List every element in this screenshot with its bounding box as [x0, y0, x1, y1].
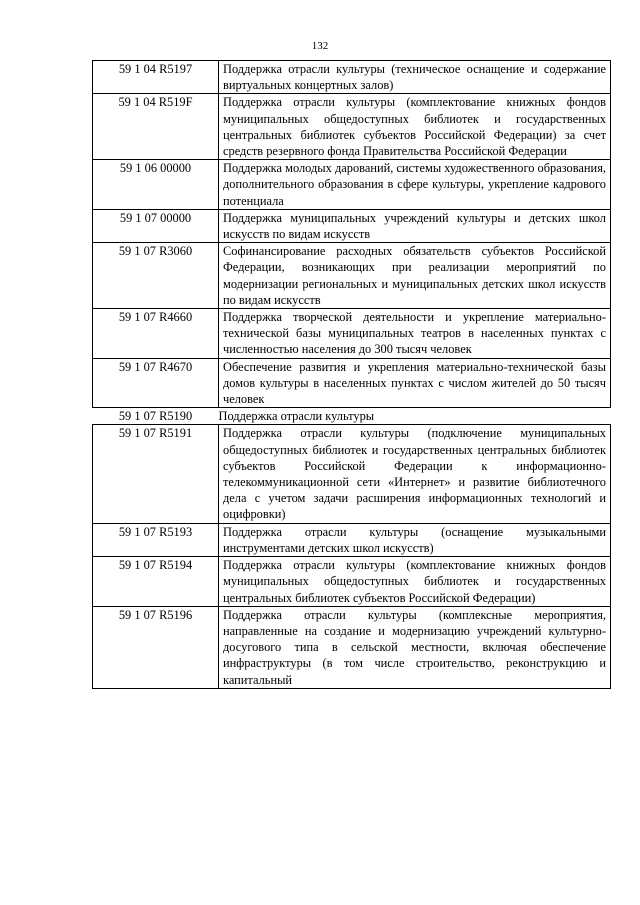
description-cell: Поддержка отрасли культуры: [219, 408, 611, 425]
code-cell: 59 1 07 R5190: [93, 408, 219, 425]
table-row: [93, 557, 611, 607]
table-row: [93, 606, 611, 688]
code-cell: 59 1 07 R5196: [93, 606, 219, 688]
page-number: 132: [311, 40, 329, 52]
code-cell: 59 1 07 R5193: [93, 523, 219, 556]
description-cell: Поддержка отрасли культуры (техническое оснащение и содержание виртуальных концертных залов): [219, 61, 611, 94]
description-cell: Поддержка отрасли культуры (комплектование книжных фондов муниципальных общедоступных библиотек и государственных центральных библиотек субъектов Российской Федерации) за счет средств резервного фонда Правительства Российской Федерации: [219, 94, 611, 160]
table-row: [93, 160, 611, 210]
code-cell: 59 1 07 R3060: [93, 243, 219, 309]
table-row: [93, 61, 611, 94]
budget-code-table: [92, 60, 611, 689]
description-cell: Поддержка отрасли культуры (подключение муниципальных общедоступных библиотек и государственных центральных библиотек субъектов Российской Федерации к информационно-телекоммуникационной сети «Интернет» и развитие библиотечного дела с учетом задачи расширения информационных технологий и оцифровки): [219, 425, 611, 523]
table-row: [93, 209, 611, 242]
code-cell: 59 1 07 R4670: [93, 358, 219, 408]
table-row: [93, 358, 611, 408]
table-row-unbordered: [93, 408, 611, 425]
table-row: [93, 523, 611, 556]
code-cell: 59 1 04 R519F: [93, 94, 219, 160]
description-cell: Поддержка отрасли культуры (комплектование книжных фондов муниципальных общедоступных библиотек и государственных центральных библиотек субъектов Российской Федерации): [219, 557, 611, 607]
table-row: [93, 309, 611, 359]
code-cell: 59 1 07 R4660: [93, 309, 219, 359]
description-cell: Поддержка отрасли культуры (оснащение музыкальными инструментами детских школ искусств): [219, 523, 611, 556]
code-cell: 59 1 06 00000: [93, 160, 219, 210]
table-row: [93, 425, 611, 523]
description-cell: Поддержка молодых дарований, системы художественного образования, дополнительного образования в сфере культуры, укрепление кадрового потенциала: [219, 160, 611, 210]
code-cell: 59 1 07 R5194: [93, 557, 219, 607]
description-cell: Обеспечение развития и укрепления материально-технической базы домов культуры в населенных пунктах с числом жителей до 50 тысяч человек: [219, 358, 611, 408]
description-cell: Софинансирование расходных обязательств субъектов Российской Федерации, возникающих при реализации мероприятий по модернизации региональных и муниципальных детских школ искусств по видам искусств: [219, 243, 611, 309]
code-cell: 59 1 07 R5191: [93, 425, 219, 523]
code-cell: 59 1 07 00000: [93, 209, 219, 242]
description-cell: Поддержка творческой деятельности и укрепление материально-технической базы муниципальных театров в населенных пунктах с численностью населения до 300 тысяч человек: [219, 309, 611, 359]
table-row: [93, 94, 611, 160]
description-cell: Поддержка отрасли культуры (комплексные мероприятия, направленные на создание и модернизацию учреждений культурно-досугового типа в сельской местности, включая обеспечение инфраструктуры (в том числе строительство, реконструкцию и капитальный: [219, 606, 611, 688]
code-cell: 59 1 04 R5197: [93, 61, 219, 94]
description-cell: Поддержка муниципальных учреждений культуры и детских школ искусств по видам искусств: [219, 209, 611, 242]
table-row: [93, 243, 611, 309]
